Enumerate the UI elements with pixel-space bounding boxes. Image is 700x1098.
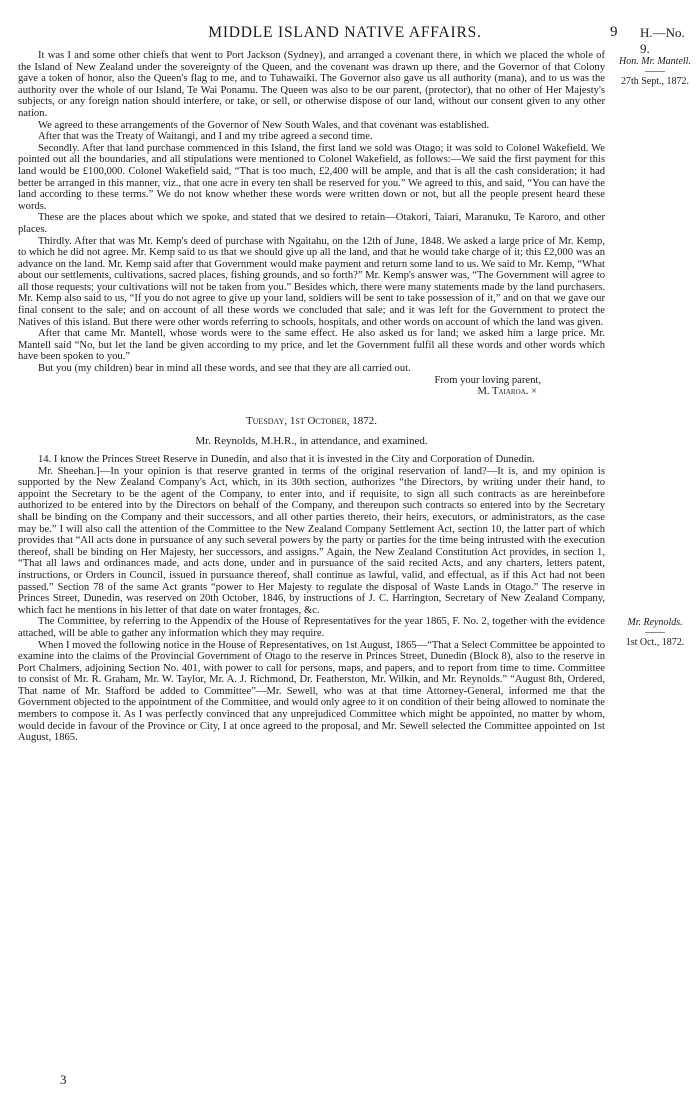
letter-signature: M. Taiaroa. ×	[477, 386, 537, 398]
sidenote-witness-name: Hon. Mr. Mantell.	[619, 56, 691, 67]
page-number: 9	[610, 24, 618, 40]
letter-paragraph: After that came Mr. Mantell, whose words were to the same effect. He also asked us for land; we asked him a large price. Mr. Mantell said “No, but let the land be given according to my price, and let the Government fulfil all these words and other words which have been spoken to you.”	[18, 328, 605, 363]
sidenote-witness-name: Mr. Reynolds.	[627, 617, 683, 628]
page-header	[20, 22, 690, 56]
evidence-paragraph: When I moved the following notice in the House of Representatives, on 1st August, 1865—“That a Select Committee be appointed to examine into the claims of the Provincial Government of Otago to the reserve in Princes Street, Dunedin (Block 8), also to the reserve in Port Chalmers, adjoining Section No. 401, with power to call for persons, maps, and papers, and to report from time to time. Committee to consist of Mr. R. Graham, Mr. W. Taylor, Mr. A. J. Richmond, Dr. Featherston, Mr. Wilkin, and Mr. Reynolds.” “August 8th, Ordered, That name of Mr. Stafford be added to Committee”—Mr. Sewell, who was at that time Attorney-General, informed me that the Government objected to the appointment of the Committee, and would only agree to it on condition of their being allowed to nominate the members to compose it. As I was perfectly convinced that any unprejudiced Committee which might be appointed, no matter by whom, would decide in favour of the Province or City, I at once agreed to the proposal, and Mr. Sewell selected the Committee appointed on 1st August, 1865.	[18, 639, 605, 744]
evidence-paragraph: The Committee, by referring to the Appendix of the House of Representatives for the year 1865, F. No. 2, together with the evidence attached, will be able to gather any information which they may require.	[18, 616, 605, 639]
witness-attendance: Mr. Reynolds, M.H.R., in attendance, and examined.	[195, 435, 428, 448]
sidenote-date: 1st Oct., 1872.	[625, 637, 685, 648]
sidenote-date: 27th Sept., 1872.	[620, 76, 690, 87]
letter-paragraph: We agreed to these arrangements of the Governor of New South Wales, and that covenant was established.	[38, 119, 490, 131]
sidenote-dash: ——	[645, 627, 665, 638]
letter-closing: From your loving parent,	[434, 374, 541, 386]
running-title: MIDDLE ISLAND NATIVE AFFAIRS.	[208, 24, 482, 41]
printer-signature-mark: 3	[60, 1072, 67, 1087]
letter-paragraph: But you (my children) bear in mind all these words, and see that they are all carried out.	[38, 363, 411, 375]
letter-paragraph: After that was the Treaty of Waitangi, and I and my tribe agreed a second time.	[38, 131, 373, 143]
letter-paragraph: These are the places about which we spoke, and stated that we desired to retain—Otakori, Taiari, Maranuku, Te Karoro, and other places.	[18, 212, 605, 235]
sidenote-dash: ——	[645, 66, 665, 77]
document-reference: H.—No. 9.	[640, 25, 685, 56]
sitting-date-heading: Tuesday, 1st October, 1872.	[245, 414, 378, 427]
letter-paragraph: It was I and some other chiefs that went to Port Jackson (Sydney), and arranged a covenant there, in which we placed the whole of the Island of New Zealand under the sovereignty of the Queen, and the covenant was drawn up there, and the Governor of that Colony gave a token of honor, also the Queen's flag to me, and to Tuhawaiki. The Governor also gave us all authority (mana), and to us was the authority over the whole of our Island, Te Wai Ponamu. The Queen was also to be our parent, (protector), that no other of Her Majesty's subjects, or any foreign nation should interfere, or take, or sell, or otherwise dispose of our land, without our consent given to any other nation.	[18, 50, 605, 119]
main-text	[18, 50, 605, 744]
letter-paragraph: Thirdly. After that was Mr. Kemp's deed of purchase with Ngaitahu, on the 12th of June, 1848. We asked a large price of Mr. Kemp, to which he did not agree. Mr. Kemp said to us that we should give up all the land, and that he would take charge of it; this £2,000 was an advance on the land. Mr. Kemp said after that Government would make payment and return some land to us. We said to Mr. Kemp, “What about our settlements, cultivations, sacred places, fishing grounds, and so forth?” Mr. Kemp's answer was, “The Government will agree to all those requests; your cultivations will not be taken from you.” Besides which, there were many statements made by the land purchasers. Mr. Kemp also said to us, “If you do not agree to give up your land, soldiers will be sent to take possession of it,” and on that we gave our final consent to the sale; and on account of all these words we concluded that sale; and it was left for the Government to protect the Natives of this island. But there were other words referring to schools, hospitals, and other words on account of which the land was given.	[18, 235, 605, 328]
evidence-paragraph: 14. I know the Princes Street Reserve in Dunedin, and also that it is invested in the City and Corporation of Dunedin.	[38, 454, 535, 465]
letter-paragraph: Secondly. After that land purchase commenced in this Island, the first land we sold was Otago; it was sold to Colonel Wakefield. We pointed out all the boundaries, and all stipulations were mentioned to Colonel Wakefield, as follows:—We said the first payment for this land would be £100,000. Colonel Wakefield said, “That is too much, £2,400 will be ample, and that is all the cash consideration; it had better be arranged in this manner, viz., that one acre in every ten shall be reserved for you.” We agreed to this, and said, “You can have the land according to these terms.” We do not know whether these words were written down or not, but all the people present heard these words.	[18, 142, 605, 212]
evidence-paragraph: Mr. Sheehan.]—In your opinion is that reserve granted in terms of the original reservation of land?—It is, and my opinion is supported by the New Zealand Company's Act, which, in its 30th section, authorizes “the Directors, by writing under their hand, to appoint the Secretary to be the agent of the Company, to enter into, and if requisite, to sign all such contracts as are hereinbefore authorized to be entered into by the Directors on behalf of the Company, and thereupon such contracts so entered into by the Secretary shall be binding on the Company and their successors, and all other parties thereto, their heirs, executors, or administrators, as the case may be.” I will also call the attention of the Committee to the New Zealand Company Settlement Act, section 10, the latter part of which provides that “All acts done in pursuance of any such several powers by the party or parties for the time being intrusted with the execution thereof, shall be binding on Her Majesty, her successors, and assigns.” Again, the New Zealand Constitution Act provides, in section 1, “That all laws and ordinances made, and acts done, under and in pursuance of the said recited Acts, and any charters, letters patent, instructions, or Orders in Council, issued in pursuance thereof, shall continue as lawful, valid, and effectual, as if this Act had not been passed.” Section 78 of the same Act grants “power to Her Majesty to regulate the disposal of Waste Lands in Otago.” The reserve in Princes Street, Dunedin, was reserved on 20th October, 1846, by instructions of J. C. Harrington, Secretary of New Zealand Company, which fact he mentions in his letter of that date on water frontages, &c.	[18, 465, 605, 616]
sidenote-mantell	[612, 56, 698, 88]
sidenote-reynolds	[612, 617, 698, 649]
